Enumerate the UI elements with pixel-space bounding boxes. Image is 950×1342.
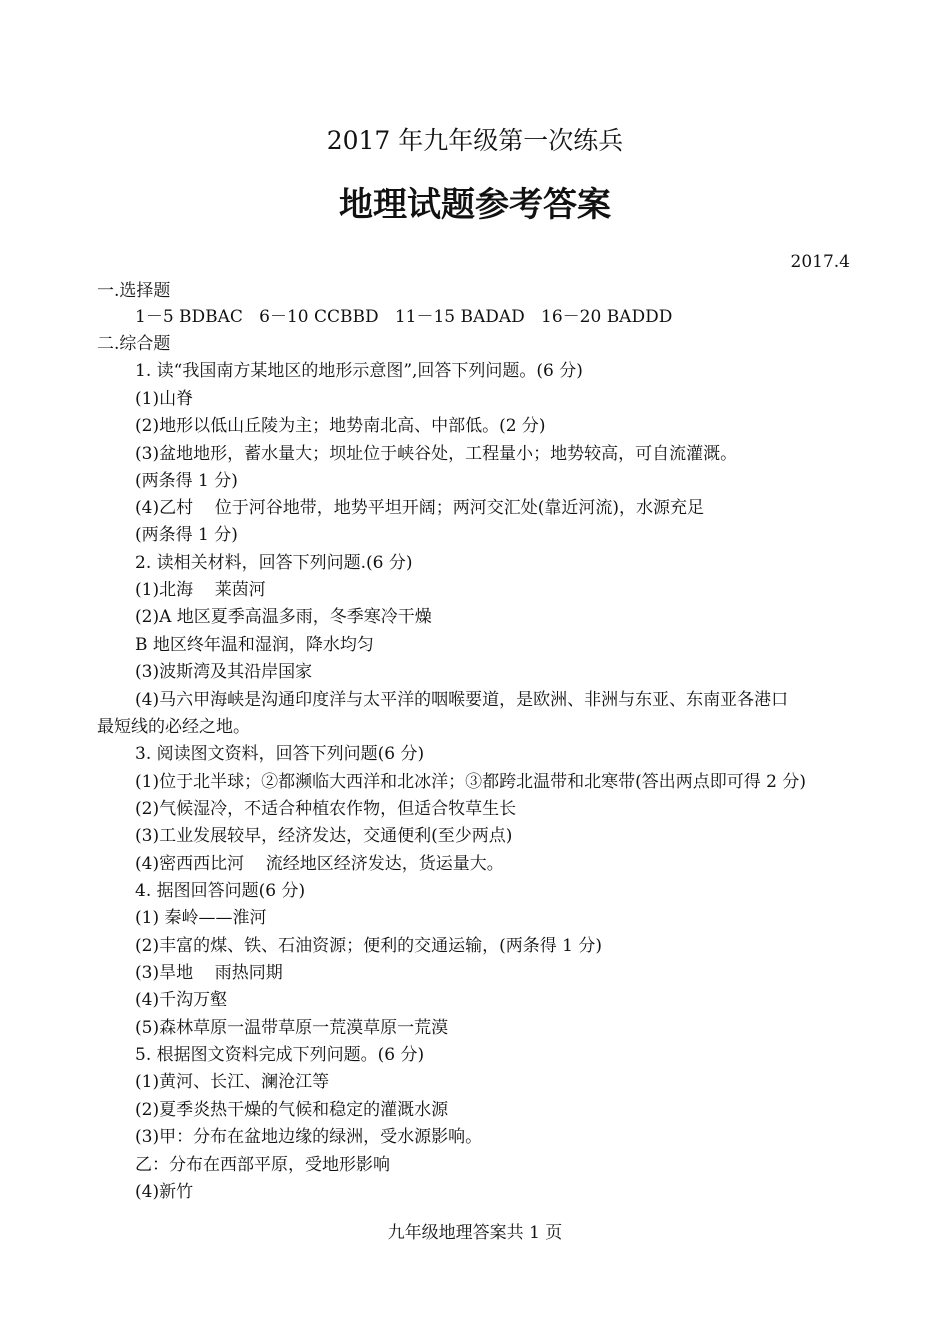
- answer-line: (两条得 1 分): [135, 471, 238, 491]
- question-1-heading: 1. 读“我国南方某地区的地形示意图”,回答下列问题。(6 分): [135, 361, 583, 381]
- answer-line: (1)北海 莱茵河: [135, 580, 266, 600]
- answer-line: (4)千沟万壑: [135, 990, 228, 1010]
- answer-line: (4)乙村 位于河谷地带，地势平坦开阔；两河交汇处(靠近河流)，水源充足: [135, 498, 704, 518]
- document-date: 2017.4: [790, 252, 850, 272]
- answer-line: (2)A 地区夏季高温多雨，冬季寒冷干燥: [135, 607, 432, 627]
- answer-line: (2)夏季炎热干燥的气候和稳定的灌溉水源: [135, 1100, 449, 1120]
- answer-line: (2)气候湿冷，不适合种植农作物，但适合牧草生长: [135, 799, 517, 819]
- answer-line: (3)工业发展较早，经济发达，交通便利(至少两点): [135, 826, 513, 846]
- answer-line: 最短线的必经之地。: [97, 717, 250, 737]
- answer-line: (1) 秦岭——淮河: [135, 908, 267, 928]
- answer-line: (4)新竹: [135, 1182, 194, 1202]
- page-title: 地理试题参考答案: [339, 185, 611, 225]
- answer-line: (2)地形以低山丘陵为主；地势南北高、中部低。(2 分): [135, 416, 546, 436]
- answer-line: (4)马六甲海峡是沟通印度洋与太平洋的咽喉要道，是欧洲、非洲与东亚、东南亚各港口: [135, 690, 789, 710]
- answer-line: (3)甲：分布在盆地边缘的绿洲，受水源影响。: [135, 1127, 483, 1147]
- question-2-heading: 2. 读相关材料，回答下列问题.(6 分): [135, 553, 413, 573]
- answer-line: (1)山脊: [135, 389, 194, 409]
- page-footer: 九年级地理答案共 1 页: [387, 1223, 563, 1243]
- question-5-heading: 5. 根据图文资料完成下列问题。(6 分): [135, 1045, 425, 1065]
- section-heading-comprehensive: 二.综合题: [97, 334, 171, 354]
- answer-line: 乙：分布在西部平原，受地形影响: [135, 1155, 390, 1175]
- answer-line: (4)密西西比河 流经地区经济发达，货运量大。: [135, 854, 504, 874]
- exam-subtitle: 2017 年九年级第一次练兵: [326, 126, 624, 155]
- answer-line: (3)盆地地形，蓄水量大；坝址位于峡谷处，工程量小；地势较高，可自流灌溉。: [135, 444, 738, 464]
- answer-line: (5)森林草原一温带草原一荒漠草原一荒漠: [135, 1018, 449, 1038]
- answer-line: B 地区终年温和湿润，降水均匀: [135, 635, 374, 655]
- question-4-heading: 4. 据图回答问题(6 分): [135, 881, 306, 901]
- choice-answers: 1－5 BDBAC 6－10 CCBBD 11－15 BADAD 16－20 BADDD: [135, 307, 673, 327]
- question-3-heading: 3. 阅读图文资料，回答下列问题(6 分): [135, 744, 425, 764]
- answer-line: (1)位于北半球；②都濒临大西洋和北冰洋；③都跨北温带和北寒带(答出两点即可得 2 分): [135, 772, 806, 792]
- answer-line: (1)黄河、长江、澜沧江等: [135, 1072, 330, 1092]
- section-heading-choice: 一.选择题: [97, 281, 171, 301]
- answer-line: (3)旱地 雨热同期: [135, 963, 283, 983]
- answer-line: (两条得 1 分): [135, 525, 238, 545]
- answer-line: (2)丰富的煤、铁、石油资源；便利的交通运输，(两条得 1 分): [135, 936, 602, 956]
- answer-line: (3)波斯湾及其沿岸国家: [135, 662, 313, 682]
